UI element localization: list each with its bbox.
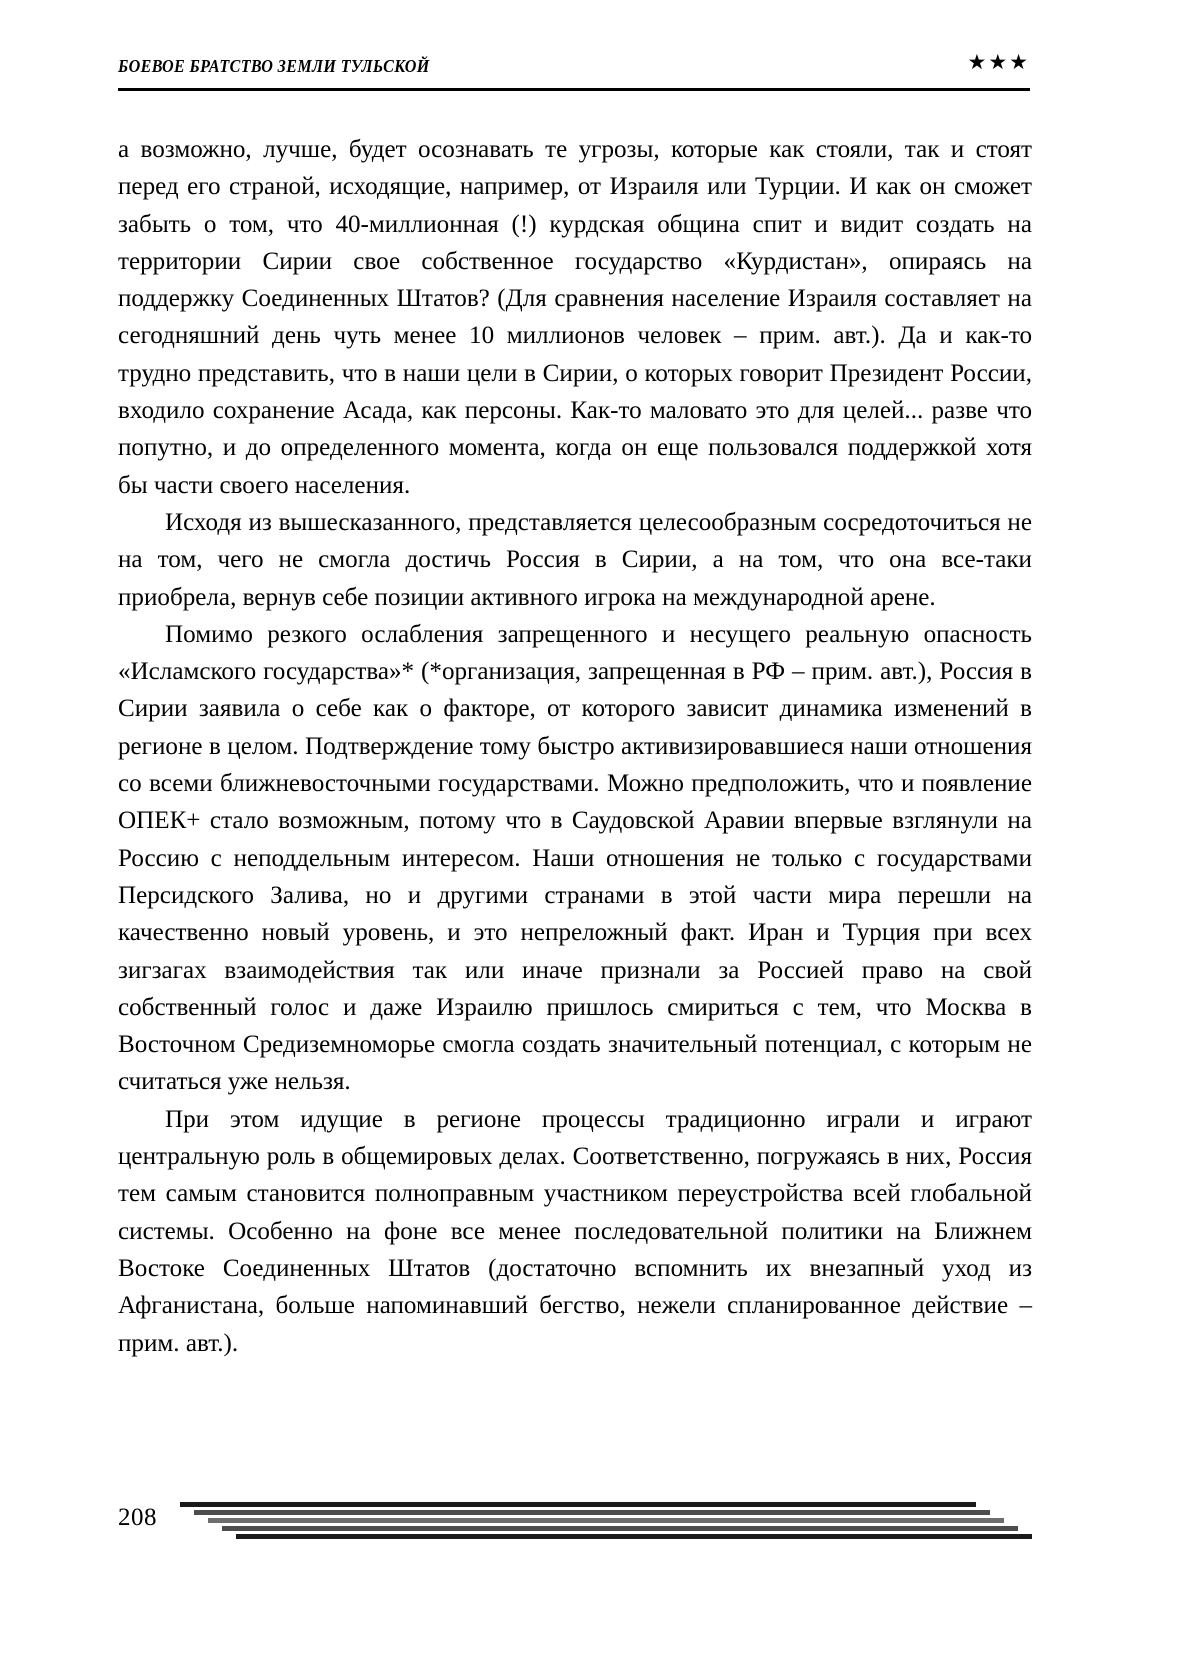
footer-bar (180, 1534, 1032, 1539)
page-number: 208 (118, 1504, 157, 1531)
running-header-title: БОЕВОЕ БРАТСТВО ЗЕМЛИ ТУЛЬСКОЙ (118, 56, 430, 76)
footer-bar (180, 1502, 1032, 1507)
paragraph: При этом идущие в регионе процессы традиционно играли и играют центральную роль в общемировых делах. Соответственно, погружаясь в них, Россия тем самым становится полноправным участником переустройства всей глобальной системы. Особенно на фоне все менее последовательной политики на Ближнем Востоке Соединенных Штатов (достаточно вспомнить их внезапный уход из Афганистана, больше напоминавший бегство, нежели спланированное действие – прим. авт.). (118, 1105, 1032, 1357)
paragraph-continuation: а возможно, лучше, будет осознавать те угрозы, которые как стояли, так и стоят перед его страной, исходящие, например, от Израиля или Турции. И как он сможет забыть о том, что 40-миллионная (!) курдская община спит и видит создать на территории Сирии свое собственное государство «Курдистан», опираясь на поддержку Соединенных Штатов? (Для сравнения население Израиля составляет на сегодняшний день чуть менее 10 миллионов человек – прим. авт.). Да и как-то трудно представить, что в наши цели в Сирии, о которых говорит Президент России, входило сохранение Асада, как персоны. Как-то маловато это для целей... разве что попутно, и до определенного момента, когда он еще пользовался поддержкой хотя бы части своего населения. (118, 136, 1032, 499)
footer-bar (180, 1518, 1032, 1523)
footer-decoration-bars (180, 1500, 1032, 1544)
three-stars-icon: ★★★ (967, 50, 1030, 74)
footer-bar (180, 1526, 1032, 1531)
paragraph: Помимо резкого ослабления запрещенного и несущего реальную опасность «Исламского государства»* (*организация, запрещенная в РФ – прим. авт.), Россия в Сирии заявила о себе как о факторе, от которого зависит динамика изменений в регионе в целом. Подтверждение тому быстро активизировавшиеся наши отношения со всеми ближневосточными государствами. Можно предположить, что и появление ОПЕК+ стало возможным, потому что в Саудовской Аравии впервые взглянули на Россию с неподдельным интересом. Наши отношения не только с государствами Персидского Залива, но и другими странами в этой части мира перешли на качественно новый уровень, и это непреложный факт. Иран и Турция при всех зигзагах взаимодействия так или иначе признали за Россией право на свой собственный голос и даже Израилю пришлось смириться с тем, что Москва в Восточном Средиземноморье смогла создать значительный потенциал, с которым не считаться уже нельзя. (118, 620, 1032, 1096)
footer-bar (180, 1510, 1032, 1515)
paragraph: Исходя из вышесказанного, представляется целесообразным сосредоточиться не на том, чего не смогла достичь Россия в Сирии, а на том, что она все-таки приобрела, вернув себе позиции активного игрока на международной арене. (118, 508, 1032, 611)
page-footer (118, 1496, 1032, 1550)
header-divider-rule (118, 88, 1030, 91)
page-body (118, 131, 1032, 1362)
